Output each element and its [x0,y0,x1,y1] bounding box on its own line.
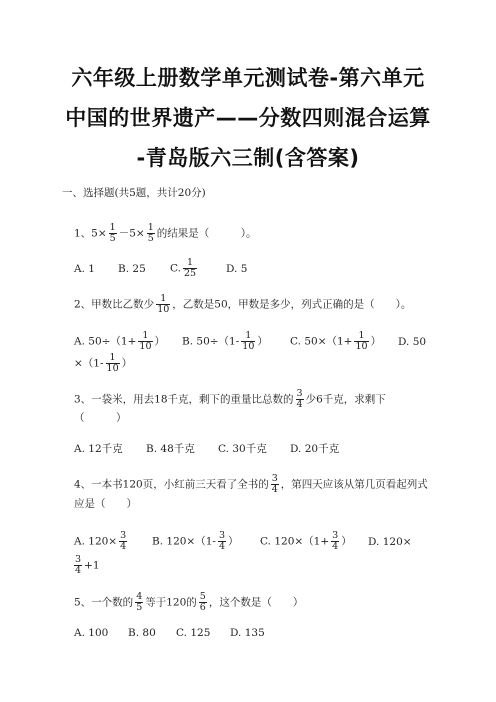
option-c[interactable]: C. 30千克 [218,443,267,455]
option-d[interactable]: D. 50 [398,335,427,348]
option-a[interactable]: A. 100 [74,627,109,639]
option-b[interactable]: B. 120×（1- $\frac{3}{4}$ ） [152,530,239,552]
option-c[interactable]: C. $\frac{1}{25}$ [170,257,197,279]
question-3-options [74,442,339,456]
question-4: 4、一本书120页，小红前三天看了全书的 $\frac{3}{4}$ ，第四天应该从第几页看起列式 [74,473,428,495]
question-5-options [74,626,265,640]
option-d[interactable]: D. 135 [230,627,265,639]
option-a[interactable]: A. 1 [74,262,95,275]
question-4-option-d-continued: $\frac{3}{4}$ +1 [75,554,100,576]
question-2: 2、甲数比乙数少 $\frac{1}{10}$ ，乙数是50，甲数是多少，列式正确的是（ ）。 [74,293,412,315]
question-1: 1、5× $\frac{1}{5}$ －5× $\frac{1}{5}$ 的结果是（ ）。 [74,222,257,244]
title-line-2: 中国的世界遗产——分数四则混合运算 [65,106,431,130]
question-3-blank: （ ） [74,412,127,424]
fraction: $\frac{1}{5}$ [109,222,116,244]
fraction: $\frac{5}{6}$ [199,591,206,613]
fraction: $\frac{3}{4}$ [271,473,278,495]
option-d[interactable]: D. 20千克 [290,443,340,455]
option-c[interactable]: C. 120×（1+ $\frac{3}{4}$ ） [260,530,352,552]
fraction: $\frac{3}{4}$ [296,388,303,410]
option-b[interactable]: B. 25 [118,262,146,275]
option-a[interactable]: A. 120× $\frac{3}{4}$ [74,530,127,552]
option-c[interactable]: C. 50×（1+ $\frac{1}{10}$ ） [290,330,382,352]
fraction: $\frac{1}{10}$ [157,293,170,315]
question-4-blank: 应是（ ） [74,498,137,510]
option-b[interactable]: B. 50÷（1- $\frac{1}{10}$ ） [182,330,268,352]
option-b[interactable]: B. 80 [128,627,156,639]
option-d[interactable]: D. 120× [368,535,412,548]
section-heading: 一、选择题(共5题，共计20分) [62,187,206,199]
question-3: 3、一袋米，用去18千克，剩下的重量比总数的 $\frac{3}{4}$ 少6千克，求剩下 [74,388,386,410]
question-4-options [74,531,412,552]
title-line-3: -青岛版六三制(含答案) [136,146,360,170]
option-c[interactable]: C. 125 [176,627,211,639]
option-a[interactable]: A. 50÷（1+ $\frac{1}{10}$ ） [74,330,165,352]
fraction: $\frac{1}{5}$ [147,222,154,244]
option-a[interactable]: A. 12千克 [74,443,123,455]
question-2-options [74,331,426,352]
question-5: 5、一个数的 $\frac{4}{5}$ 等于120的 $\frac{5}{6}$ ，这个数是（ ） [74,591,304,613]
option-d[interactable]: D. 5 [226,262,248,275]
fraction: $\frac{4}{5}$ [136,591,143,613]
question-2-option-d-continued: ×（1- $\frac{1}{10}$ ） [74,352,133,374]
title-line-1: 六年级上册数学单元测试卷-第六单元 [71,66,425,90]
question-1-options [74,258,247,279]
option-b[interactable]: B. 48千克 [146,443,195,455]
